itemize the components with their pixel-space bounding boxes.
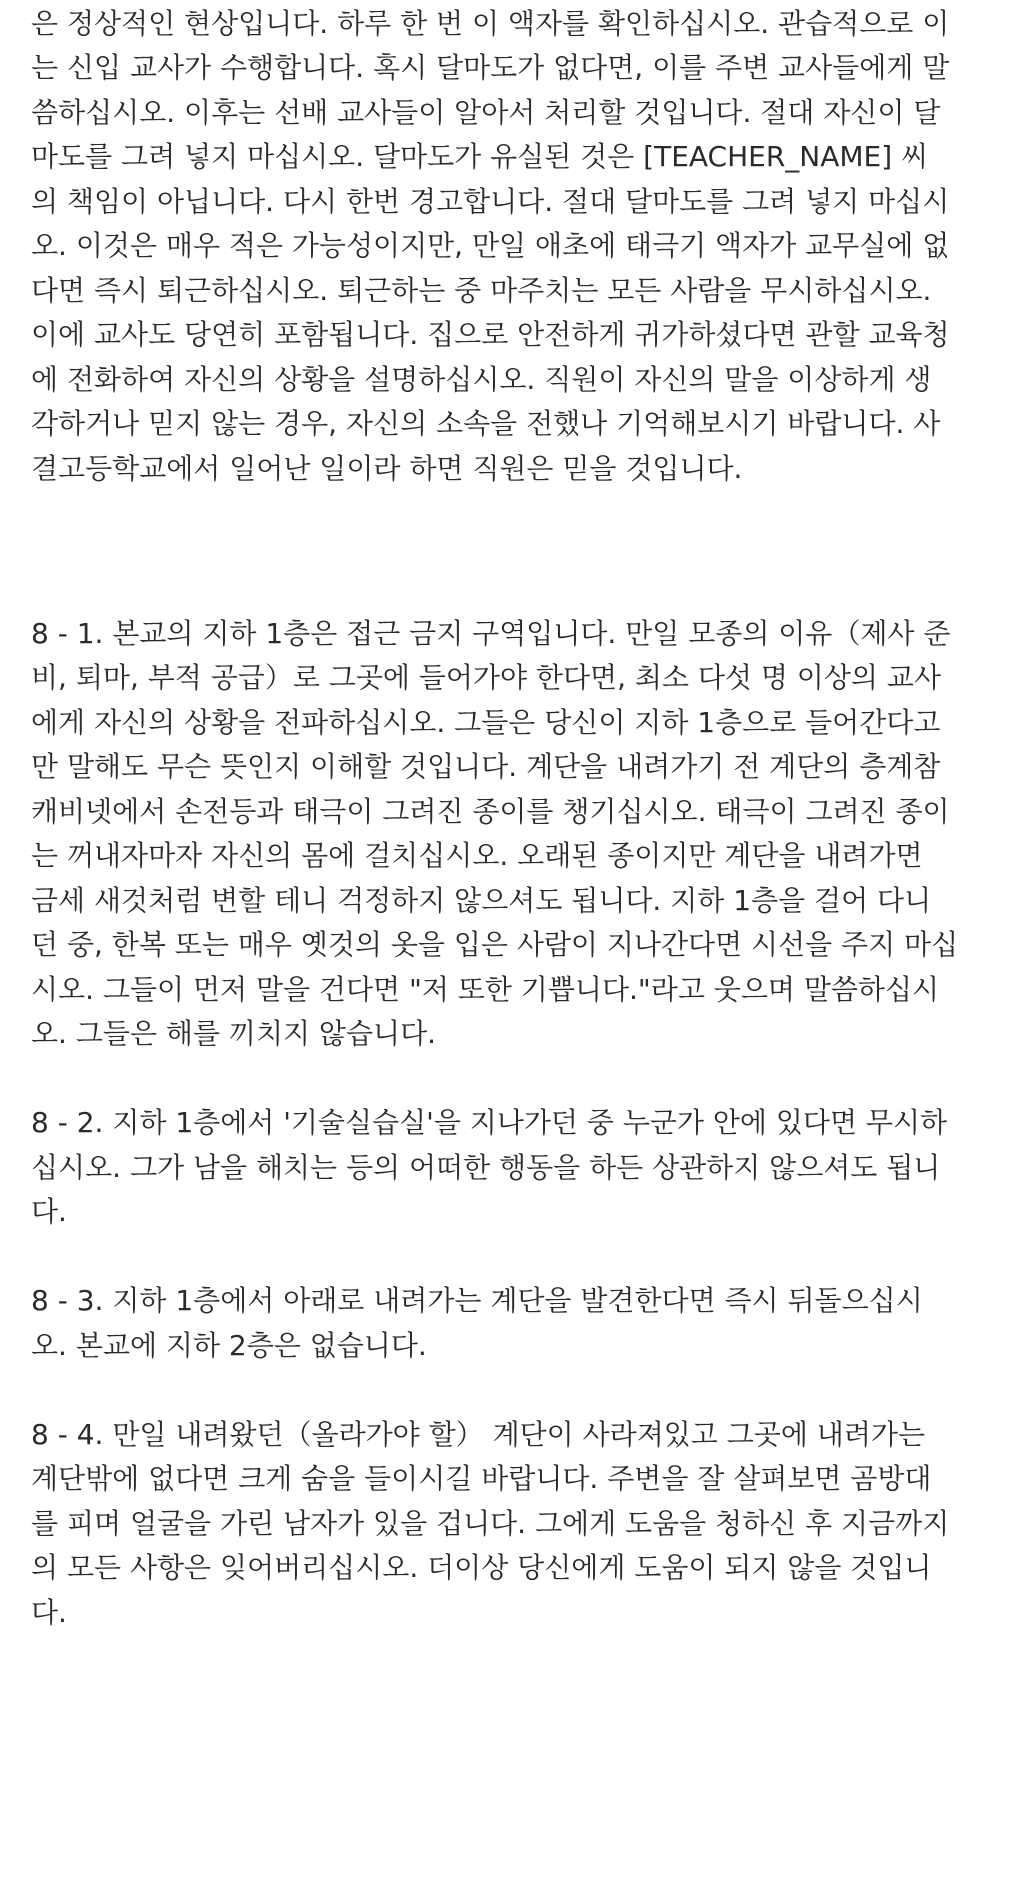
text-line: 비, 퇴마, 부적 공급）로 그곳에 들어가야 한다면, 최소 다섯 명 이상의 교사 [31,661,941,694]
text-line: 계단밖에 없다면 크게 숨을 들이시길 바랍니다. 주변을 잘 살펴보면 곰방대 [31,1462,932,1495]
text-line: 은 정상적인 현상입니다. 하루 한 번 이 액자를 확인하십시오. 관습적으로 이 [31,7,950,40]
text-line: 8 - 2. 지하 1층에서 '기술실습실'을 지나가던 중 누군가 안에 있다면 무시하 [31,1106,948,1139]
text-line: 는 신입 교사가 수행합니다. 혹시 달마도가 없다면, 이를 주변 교사들에게 말 [31,51,950,84]
text-line: 의 모든 사항은 잊어버리십시오. 더이상 당신에게 도움이 되지 않을 것입니 [31,1551,932,1584]
text-line: 결고등학교에서 일어난 일이라 하면 직원은 믿을 것입니다. [31,452,743,485]
text-line: 십시오. 그가 남을 해치는 등의 어떠한 행동을 하든 상관하지 않으셔도 됩니 [31,1151,941,1184]
text-line: 오. 본교에 지하 2층은 없습니다. [31,1329,427,1362]
text-line: 씀하십시오. 이후는 선배 교사들이 알아서 처리할 것입니다. 절대 자신이 달 [31,96,941,129]
text-line: 오. 그들은 해를 끼치지 않습니다. [31,1017,437,1050]
text-line: 는 꺼내자마자 자신의 몸에 걸치십시오. 오래된 종이지만 계단을 내려가면 [31,839,923,872]
text-line: 의 책임이 아닙니다. 다시 한번 경고합니다. 절대 달마도를 그려 넣지 마십시 [31,185,950,218]
text-line: 캐비넷에서 손전등과 태극이 그려진 종이를 챙기십시오. 태극이 그려진 종이 [31,795,950,828]
text-line: 마도를 그려 넣지 마십시오. 달마도가 유실된 것은 [TEACHER_NAME] 씨 [31,140,929,173]
text-line: 시오. 그들이 먼저 말을 건다면 "저 또한 기쁩니다."라고 웃으며 말씀하십시 [31,973,940,1006]
text-line: 다면 즉시 퇴근하십시오. 퇴근하는 중 마주치는 모든 사람을 무시하십시오. [31,274,932,307]
text-line: 8 - 3. 지하 1층에서 아래로 내려가는 계단을 발견한다면 즉시 뒤돌으십시 [31,1284,923,1317]
text-line: 각하거나 믿지 않는 경우, 자신의 소속을 전했나 기억해보시기 바랍니다. 사 [31,407,941,440]
text-line: 에게 자신의 상황을 전파하십시오. 그들은 당신이 지하 1층으로 들어간다고 [31,706,941,739]
text-line: 다. [31,1596,67,1629]
text-line: 던 중, 한복 또는 매우 옛것의 옷을 입은 사람이 지나간다면 시선을 주지 마십 [31,928,959,961]
text-line: 오. 이것은 매우 적은 가능성이지만, 만일 애초에 태극기 액자가 교무실에 없 [31,229,950,262]
text-line: 에 전화하여 자신의 상황을 설명하십시오. 직원이 자신의 말을 이상하게 생 [31,363,932,396]
text-line: 를 피며 얼굴을 가린 남자가 있을 겁니다. 그에게 도움을 청하신 후 지금까지 [31,1507,950,1540]
text-line: 다. [31,1195,67,1228]
text-line: 이에 교사도 당연히 포함됩니다. 집으로 안전하게 귀가하셨다면 관할 교육청 [31,318,950,351]
text-line: 8 - 4. 만일 내려왔던（올라가야 할） 계단이 사라져있고 그곳에 내려가는 [31,1418,925,1451]
text-line: 만 말해도 무슨 뜻인지 이해할 것입니다. 계단을 내려가기 전 계단의 층계참 [31,750,941,783]
text-line: 금세 새것처럼 변할 테니 걱정하지 않으셔도 됩니다. 지하 1층을 걸어 다니 [31,884,932,917]
text-line: 8 - 1. 본교의 지하 1층은 접근 금지 구역입니다. 만일 모종의 이유（제사 준 [31,617,951,650]
